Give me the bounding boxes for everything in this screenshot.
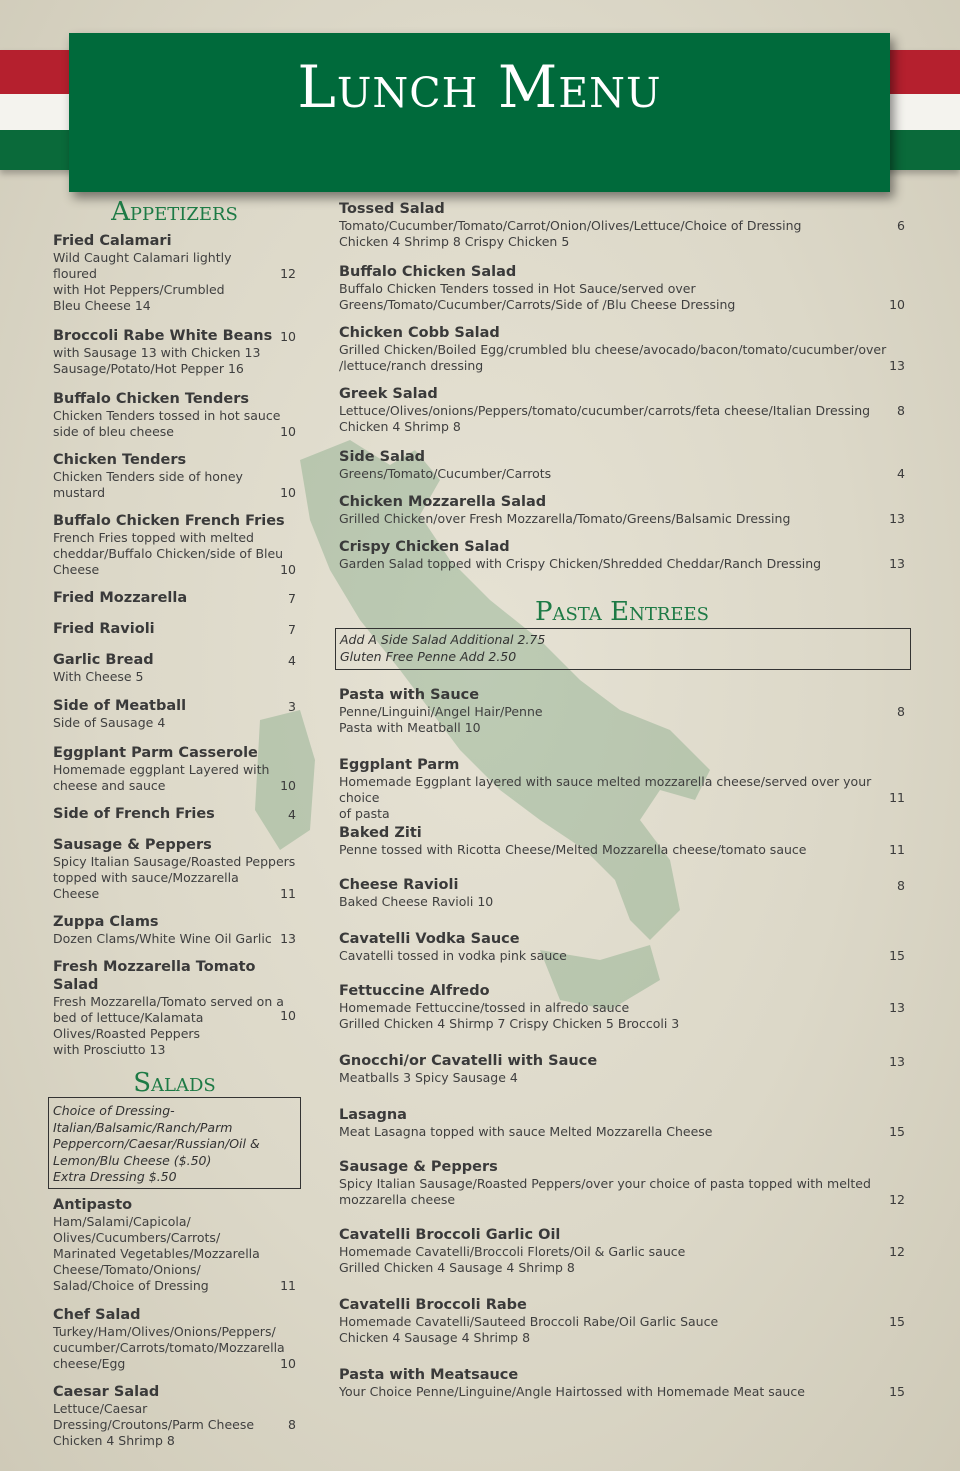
item-price: 13 (889, 556, 905, 571)
item-price: 12 (889, 1192, 905, 1207)
item-name: Lasagna (339, 1107, 407, 1123)
menu-item (53, 451, 296, 501)
item-price: 4 (897, 466, 905, 481)
item-name: Pasta with Sauce (339, 687, 480, 703)
item-price: 3 (288, 699, 296, 714)
item-name: Zuppa Clams (53, 914, 159, 930)
item-description: Cavatelli tossed in vodka pink sauce (339, 948, 567, 963)
item-description: Buffalo Chicken Tenders tossed in Hot Sauce/served over (339, 281, 696, 296)
item-name: Side of French Fries (53, 806, 215, 822)
menu-item (53, 836, 296, 902)
item-name: Fried Mozzarella (53, 590, 188, 606)
appetizers-heading: Appetizers (111, 197, 238, 227)
item-description: Bleu Cheese 14 (53, 298, 151, 313)
menu-item (339, 1158, 905, 1208)
item-price: 7 (288, 591, 296, 606)
item-name: Buffalo Chicken Salad (339, 264, 517, 280)
menu-item (53, 390, 296, 440)
item-price: 13 (889, 1054, 905, 1069)
menu-item (339, 1366, 905, 1400)
item-name: Buffalo Chicken Tenders (53, 391, 249, 407)
item-price: 4 (288, 653, 296, 668)
item-description: Pasta with Meatball 10 (339, 720, 481, 735)
note-line: Gluten Free Penne Add 2.50 (340, 648, 517, 664)
item-description: mozzarella cheese (339, 1192, 456, 1207)
item-name: Eggplant Parm Casserole (53, 745, 258, 761)
item-description: With Cheese 5 (53, 669, 144, 684)
note-line: Lemon/Blu Cheese ($.50) (53, 1152, 212, 1168)
note-line: Add A Side Salad Additional 2.75 (340, 632, 546, 647)
item-name: Garlic Bread (53, 652, 154, 668)
item-description: Greens/Tomato/Cucumber/Carrots (339, 466, 552, 481)
item-price: 13 (280, 931, 296, 946)
item-description: cucumber/Carrots/tomato/Mozzarella (53, 1340, 285, 1355)
item-description: Ham/Salami/Capicola/ (53, 1214, 191, 1229)
item-description: Your Choice Penne/Linguine/Angle Hairtossed with Homemade Meat sauce (339, 1384, 805, 1399)
menu-item (339, 1052, 905, 1086)
item-name: Crispy Chicken Salad (339, 539, 510, 555)
item-price: 11 (889, 842, 905, 857)
menu-item (339, 876, 905, 910)
item-name: Cavatelli Broccoli Garlic Oil (339, 1227, 561, 1243)
item-description: Lettuce/Olives/onions/Peppers/tomato/cucumber/carrots/feta cheese/Italian Dressing (339, 403, 871, 418)
menu-item (53, 651, 296, 685)
pasta-heading: Pasta Entrees (534, 597, 709, 627)
item-name: Sausage & Peppers (53, 837, 212, 853)
item-description: Greens/Tomato/Cucumber/Carrots/Side of /Blu Cheese Dressing (339, 297, 736, 312)
item-description: Homemade Eggplant layered with sauce melted mozzarella cheese/served over your choice (339, 774, 872, 805)
item-price: 8 (897, 403, 905, 418)
menu-item (339, 1226, 905, 1276)
item-description: Marinated Vegetables/Mozzarella (53, 1246, 260, 1261)
item-description: Chicken 4 Sausage 4 Shrimp 8 (339, 1330, 531, 1345)
item-description: with Prosciutto 13 (53, 1042, 166, 1057)
item-price: 10 (280, 329, 296, 344)
item-price: 10 (280, 562, 296, 577)
menu-item (53, 1306, 296, 1372)
item-description: Grilled Chicken/over Fresh Mozzarella/Tomato/Greens/Balsamic Dressing (339, 511, 791, 526)
item-price: 11 (280, 886, 296, 901)
item-name: Side Salad (339, 449, 426, 465)
item-description: Chicken Tenders side of honey (53, 469, 243, 484)
item-name: Antipasto (53, 1197, 133, 1213)
item-price: 12 (280, 266, 296, 281)
menu-item (339, 263, 905, 313)
item-price: 15 (889, 948, 905, 963)
item-price: 13 (889, 358, 905, 373)
item-description: mustard (53, 485, 106, 500)
menu-item (53, 1383, 296, 1449)
item-price: 8 (897, 704, 905, 719)
item-description: Dozen Clams/White Wine Oil Garlic (53, 931, 272, 946)
item-price: 11 (280, 1278, 296, 1293)
item-price: 6 (897, 218, 905, 233)
item-description: Penne tossed with Ricotta Cheese/Melted Mozzarella cheese/tomato sauce (339, 842, 807, 857)
item-name: Eggplant Parm (339, 757, 460, 773)
item-name: Gnocchi/or Cavatelli with Sauce (339, 1053, 598, 1069)
item-price: 13 (889, 511, 905, 526)
note-line: Italian/Balsamic/Ranch/Parm (53, 1119, 233, 1135)
item-description: Homemade Cavatelli/Sauteed Broccoli Rabe/Oil Garlic Sauce (339, 1314, 719, 1329)
item-price: 15 (889, 1124, 905, 1139)
item-name: Fried Ravioli (53, 621, 155, 637)
item-name: Fried Calamari (53, 233, 172, 249)
item-price: 10 (280, 1356, 296, 1371)
page-title: Lunch Menu (297, 53, 662, 121)
item-price: 10 (280, 424, 296, 439)
item-name: Caesar Salad (53, 1384, 160, 1400)
item-description: Garden Salad topped with Crispy Chicken/Shredded Cheddar/Ranch Dressing (339, 556, 822, 571)
item-price: 10 (280, 778, 296, 793)
menu-item (53, 744, 296, 794)
menu-item (339, 538, 905, 572)
item-name: Side of Meatball (53, 698, 187, 714)
item-description: Homemade Cavatelli/Broccoli Florets/Oil & Garlic sauce (339, 1244, 686, 1259)
menu-item (339, 448, 905, 482)
menu-item (53, 512, 296, 578)
salads-heading: Salads (133, 1068, 216, 1098)
menu-item (339, 930, 905, 964)
item-description: Spicy Italian Sausage/Roasted Peppers (53, 854, 296, 869)
item-name: Greek Salad (339, 386, 438, 402)
menu-item (53, 805, 296, 823)
item-description: Spicy Italian Sausage/Roasted Peppers/over your choice of pasta topped with melted (339, 1176, 871, 1191)
item-price: 10 (280, 485, 296, 500)
item-price: 8 (897, 878, 905, 893)
item-price: 11 (889, 790, 905, 805)
item-name: Tossed Salad (339, 201, 445, 217)
item-description: Chicken 4 Shrimp 8 (339, 419, 461, 434)
item-description: bed of lettuce/Kalamata (53, 1010, 204, 1025)
note-line: Peppercorn/Caesar/Russian/Oil & (53, 1136, 260, 1151)
item-description: cheddar/Buffalo Chicken/side of Bleu (53, 546, 284, 561)
item-description: with Sausage 13 with Chicken 13 (53, 345, 261, 360)
item-name: Fresh Mozzarella Tomato Salad (53, 959, 256, 993)
item-description: Olives/Roasted Peppers (53, 1026, 201, 1041)
item-description: French Fries topped with melted (53, 530, 254, 545)
item-description: Grilled Chicken 4 Sausage 4 Shrimp 8 (339, 1260, 575, 1275)
menu-item (53, 620, 296, 638)
item-description: with Hot Peppers/Crumbled (53, 282, 225, 297)
menu-item (53, 1196, 296, 1294)
item-price: 10 (889, 297, 905, 312)
item-price: 15 (889, 1384, 905, 1399)
menu-item (339, 200, 905, 250)
menu-item (53, 958, 296, 1058)
item-description: of pasta (339, 806, 390, 821)
note-line: Extra Dressing $.50 (53, 1169, 177, 1184)
item-name: Chicken Tenders (53, 452, 187, 468)
item-description: Chicken 4 Shrimp 8 Crispy Chicken 5 (339, 234, 570, 249)
item-description: Turkey/Ham/Olives/Onions/Peppers/ (53, 1324, 276, 1339)
item-description: side of bleu cheese (53, 424, 174, 439)
menu-item (53, 232, 296, 314)
item-price: 13 (889, 1000, 905, 1015)
dressing-note-box (48, 1097, 301, 1189)
item-description: Penne/Linguini/Angel Hair/Penne (339, 704, 543, 719)
item-description: Dressing/Croutons/Parm Cheese (53, 1417, 255, 1432)
menu-item (339, 1296, 905, 1346)
item-description: Baked Cheese Ravioli 10 (339, 894, 494, 909)
menu-item (53, 913, 296, 947)
item-description: Sausage/Potato/Hot Pepper 16 (53, 361, 244, 376)
item-name: Broccoli Rabe White Beans (53, 328, 273, 344)
menu-item (339, 1106, 905, 1140)
menu-item (339, 824, 905, 858)
item-name: Cheese Ravioli (339, 877, 459, 893)
item-name: Chicken Mozzarella Salad (339, 494, 547, 510)
item-description: cheese/Egg (53, 1356, 126, 1371)
item-name: Cavatelli Vodka Sauce (339, 931, 520, 947)
item-name: Cavatelli Broccoli Rabe (339, 1297, 527, 1313)
item-description: Homemade eggplant Layered with (53, 762, 270, 777)
item-description: Wild Caught Calamari lightly (53, 250, 232, 265)
note-line: Choice of Dressing- (53, 1103, 175, 1118)
item-description: Cheese/Tomato/Onions/ (53, 1262, 201, 1277)
menu-item (339, 493, 905, 527)
item-description: Chicken Tenders tossed in hot sauce (53, 408, 281, 423)
item-name: Buffalo Chicken French Fries (53, 513, 285, 529)
item-description: floured (53, 266, 97, 281)
item-description: Grilled Chicken 4 Shirmp 7 Crispy Chicken 5 Broccoli 3 (339, 1016, 680, 1031)
item-description: Homemade Fettuccine/tossed in alfredo sauce (339, 1000, 630, 1015)
item-name: Baked Ziti (339, 825, 422, 841)
item-name: Sausage & Peppers (339, 1159, 498, 1175)
item-description: cheese and sauce (53, 778, 166, 793)
item-description: Chicken 4 Shrimp 8 (53, 1433, 175, 1448)
item-description: Olives/Cucumbers/Carrots/ (53, 1230, 221, 1245)
pasta-note-box (335, 628, 911, 670)
item-price: 12 (889, 1244, 905, 1259)
item-description: Salad/Choice of Dressing (53, 1278, 209, 1293)
item-price: 7 (288, 622, 296, 637)
menu-item (339, 385, 905, 435)
item-name: Chef Salad (53, 1307, 141, 1323)
item-name: Pasta with Meatsauce (339, 1367, 519, 1383)
menu-item (339, 324, 905, 374)
item-price: 4 (288, 807, 296, 822)
item-description: Cheese (53, 562, 100, 577)
item-description: Meat Lasagna topped with sauce Melted Mozzarella Cheese (339, 1124, 713, 1139)
menu-item (53, 327, 296, 377)
item-name: Chicken Cobb Salad (339, 325, 500, 341)
item-description: /lettuce/ranch dressing (339, 358, 484, 373)
menu-item (53, 589, 296, 607)
item-price: 15 (889, 1314, 905, 1329)
menu-item (339, 686, 905, 736)
item-price: 8 (288, 1417, 296, 1432)
item-description: Meatballs 3 Spicy Sausage 4 (339, 1070, 518, 1085)
item-description: Tomato/Cucumber/Tomato/Carrot/Onion/Olives/Lettuce/Choice of Dressing (339, 218, 802, 233)
item-description: Grilled Chicken/Boiled Egg/crumbled blu cheese/avocado/bacon/tomato/cucumber/over (339, 342, 887, 357)
item-name: Fettuccine Alfredo (339, 983, 490, 999)
menu-item (339, 756, 905, 822)
item-description: Cheese (53, 886, 100, 901)
menu-item (339, 982, 905, 1032)
menu-item (53, 697, 296, 731)
item-description: Side of Sausage 4 (53, 715, 166, 730)
item-price: 10 (280, 1008, 296, 1023)
item-description: topped with sauce/Mozzarella (53, 870, 239, 885)
item-description: Lettuce/Caesar (53, 1401, 148, 1416)
item-description: Fresh Mozzarella/Tomato served on a (53, 994, 284, 1009)
title-banner (69, 33, 890, 192)
